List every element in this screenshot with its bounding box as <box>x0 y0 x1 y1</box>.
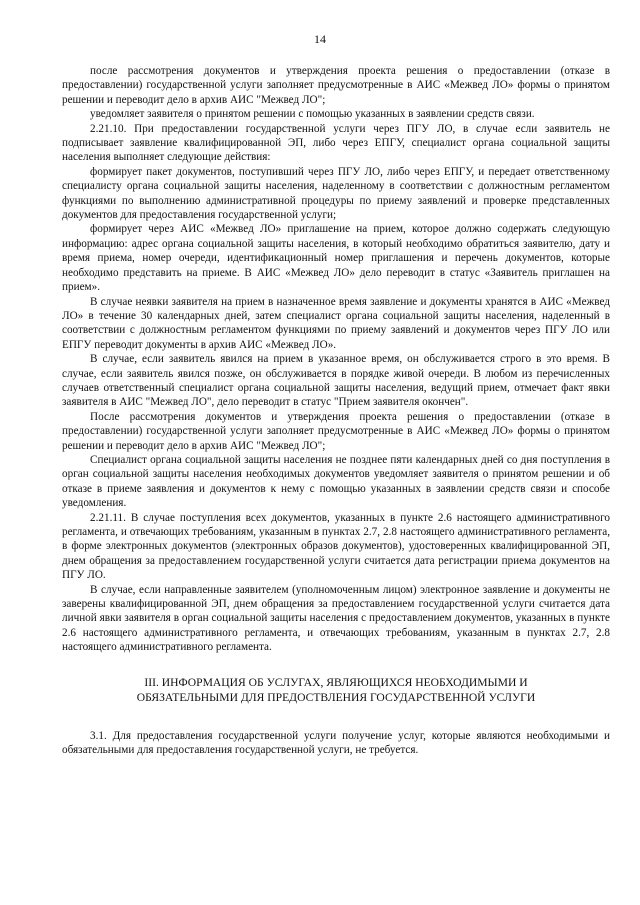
section-heading-line-1: III. ИНФОРМАЦИЯ ОБ УСЛУГАХ, ЯВЛЯЮЩИХСЯ НЕОБХОДИМЫМИ И <box>144 675 528 689</box>
paragraph-notify-applicant: уведомляет заявителя о принятом решении с помощью указанных в заявлении средств связи. <box>90 108 535 121</box>
section-heading-line-2: ОБЯЗАТЕЛЬНЫМИ ДЛЯ ПРЕДОСТВЛЕНИЯ ГОСУДАРСТВЕННОЙ УСЛУГИ <box>136 690 536 704</box>
page-number: 14 <box>314 32 326 46</box>
paragraph-unsigned-documents: В случае, если направленные заявителем (уполномоченным лицом) электронное заявление и документы не заверены квалифицированной ЭП, днем обращения за предоставлением государственной услуги считается дата личной явки заявителя в орган социальной защиты населения с предоставлением документов, указанных в пункте 2.6 настоящего административного регламента, и отвечающих требованиям, указанным в пунктах 2.7, 2.8 настоящего административного регламента. <box>62 583 610 654</box>
paragraph-forms-package: формирует пакет документов, поступивший через ПГУ ЛО, либо через ЕПГУ, и передает ответственному специалисту органа социальной защиты населения, наделенному в соответствии с должностным регламентом функциями по выполнению административной процедуры по приему заявлений и проверке представленных документов для предоставления государственной услуги; <box>62 165 610 222</box>
paragraph-appointment-attendance: В случае, если заявитель явился на прием в указанное время, он обслуживается строго в это время. В случае, если заявитель явился позже, он обслуживается в порядке живой очереди. В любом из перечисленных случаев ответственный специалист органа социальной защиты населения, ведущий прием, отмечает факт явки заявителя в АИС "Межвед ЛО", дело переводит в статус "Прием заявителя окончен". <box>62 353 610 409</box>
paragraph-2-21-10: 2.21.10. При предоставлении государственной услуги через ПГУ ЛО, в случае если заявитель не подписывает заявление квалифицированной ЭП, либо через ЕПГУ, специалист органа социальной защиты населения выполняет следующие действия: <box>62 122 610 164</box>
paragraph-after-review: После рассмотрения документов и утверждения проекта решения о предоставлении (отказе в предоставлении) государственной услуги заполняет предусмотренные в АИС «Межвед ЛО» формы о принятом решении и переводит дело в архив АИС "Межвед ЛО"; <box>62 410 610 452</box>
paragraph-decision-forms: после рассмотрения документов и утверждения проекта решения о предоставлении (отказе в предоставлении) государственной услуги заполняет предусмотренные в АИС «Межвед ЛО» формы о принятом решении и переводит дело в архив АИС "Межвед ЛО"; <box>62 65 610 106</box>
document-body <box>62 64 610 757</box>
paragraph-3-1: 3.1. Для предоставления государственной услуги получение услуг, которые являются необходимыми и обязательными для предоставления государственной услуги, не требуется. <box>62 729 610 757</box>
section-heading <box>62 675 610 705</box>
paragraph-invitation: формирует через АИС «Межвед ЛО» приглашение на прием, которое должно содержать следующую информацию: адрес органа социальной защиты населения, в который необходимо обратиться заявителю, дату и время приема, номер очереди, идентификационный номер приглашения и перечень документов, которые необходимо представить на приеме. В АИС «Межвед ЛО» дело переводит в статус «Заявитель приглашен на прием». <box>62 223 610 294</box>
paragraph-no-show: В случае неявки заявителя на прием в назначенное время заявление и документы хранятся в АИС «Межвед ЛО» в течение 30 календарных дней, затем специалист органа социальной защиты населения, наделенный в соответствии с должностным регламентом функциями по приему заявлений и документов через ПГУ ЛО или ЕПГУ переводит документы в архив АИС «Межвед ЛО». <box>62 295 610 351</box>
paragraph-2-21-11: 2.21.11. В случае поступления всех документов, указанных в пункте 2.6 настоящего административного регламента, и отвечающих требованиям, указанным в пунктах 2.7, 2.8 настоящего административного регламента, в форме электронных документов (электронных образов документов), удостоверенных квалифицированной ЭП, днем обращения за предоставлением государственной услуги считается дата регистрации приема документов на ПГУ ЛО. <box>62 511 610 582</box>
paragraph-specialist-notice: Специалист органа социальной защиты населения не позднее пяти календарных дней со дня поступления в орган социальной защиты населения необходимых документов уведомляет заявителя о принятом решении и об отказе в приеме заявления и документов к нему с помощью указанных в заявлении средств связи и способе уведомления. <box>62 453 610 510</box>
